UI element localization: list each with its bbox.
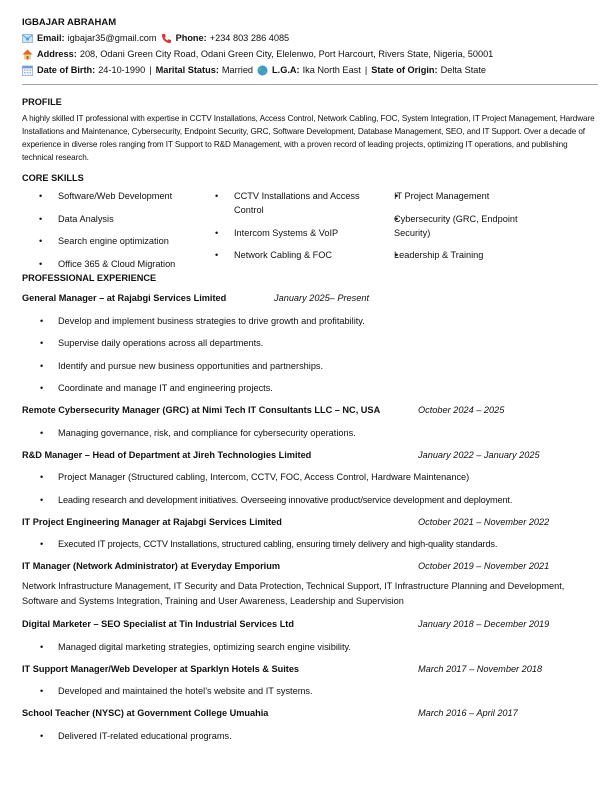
job-dates: October 2024 – 2025	[418, 405, 505, 415]
experience-heading: PROFESSIONAL EXPERIENCE	[22, 273, 157, 283]
contact-line-address	[22, 46, 598, 62]
skill-item: • Network Cabling & FOC	[198, 248, 378, 262]
phone-value[interactable]: +234 803 286 4085	[209, 33, 290, 43]
job-title: Remote Cybersecurity Manager (GRC) at Nimi Tech IT Consultants LLC – NC, USA	[22, 405, 381, 415]
marital-value: Married	[221, 65, 254, 75]
job-bullet: • Delivered IT-related educational programs.	[22, 729, 598, 743]
job-entry	[22, 448, 598, 507]
globe-icon	[257, 65, 268, 76]
job-bullet: • Coordinate and manage IT and engineering projects.	[22, 381, 598, 395]
job-dates: March 2017 – November 2018	[418, 663, 543, 674]
skills-column-1	[22, 189, 198, 279]
job-entry	[22, 291, 598, 395]
job-title: R&D Manager – Head of Department at Jireh Technologies Limited	[22, 449, 312, 460]
lga-value: Ika North East	[302, 65, 361, 75]
job-title: School Teacher (NYSC) at Government College Umuahia	[22, 708, 269, 718]
skills-column-3	[378, 189, 548, 279]
job-entry	[22, 515, 598, 552]
header-divider	[22, 84, 598, 85]
origin-value: Delta State	[440, 65, 487, 75]
job-title: IT Support Manager/Web Developer at Sparklyn Hotels & Suites	[22, 663, 300, 674]
job-bullet: • Managed digital marketing strategies, optimizing search engine visibility.	[22, 640, 598, 654]
skill-item: • Cybersecurity (GRC, Endpoint Security)	[378, 212, 548, 240]
profile-heading: PROFILE	[22, 97, 62, 107]
job-entry	[22, 559, 598, 609]
job-title: Digital Marketer – SEO Specialist at Tin Industrial Services Ltd	[22, 619, 294, 629]
skill-item: • Data Analysis	[22, 212, 198, 226]
address-label: Address:	[37, 49, 77, 59]
dob-value: 24-10-1990	[98, 65, 146, 75]
job-dates: January 2025– Present	[274, 293, 370, 303]
job-bullet: • Leading research and development initiatives. Overseeing innovative product/service development and deployment.	[22, 493, 598, 507]
skill-item: • Office 365 & Cloud Migration	[22, 257, 198, 271]
job-title: General Manager – at Rajabgi Services Limited	[22, 293, 227, 303]
job-dates: October 2019 – November 2021	[418, 561, 550, 571]
job-entry	[22, 617, 598, 654]
candidate-name: IGBAJAR ABRAHAM	[22, 17, 117, 28]
calendar-icon	[22, 65, 33, 76]
job-bullet: • Supervise daily operations across all departments.	[22, 336, 598, 350]
job-entry	[22, 706, 598, 743]
skills-grid	[22, 189, 598, 279]
skills-heading: CORE SKILLS	[22, 173, 84, 183]
resume-page	[22, 16, 598, 743]
skill-item: • Software/Web Development	[22, 189, 198, 203]
skill-item: • CCTV Installations and Access Control	[198, 189, 378, 217]
separator: |	[149, 65, 152, 75]
email-value[interactable]: igbajar35@gmail.com	[67, 33, 157, 43]
marital-label: Marital Status:	[155, 65, 219, 75]
job-dates: January 2022 – January 2025	[418, 449, 540, 460]
skill-item: • Leadership & Training	[378, 248, 548, 262]
job-bullet: • Executed IT projects, CCTV Installations, structured cabling, ensuring timely delivery and high-quality standards.	[22, 537, 598, 551]
dob-label: Date of Birth:	[37, 65, 96, 75]
job-dates: January 2018 – December 2019	[418, 619, 550, 629]
contact-line-email-phone	[22, 30, 598, 46]
address-value: 208, Odani Green City Road, Odani Green City, Elelenwo, Port Harcourt, Rivers State, Nigeria, 50001	[79, 49, 494, 59]
job-description: Network Infrastructure Management, IT Security and Data Protection, Technical Support, IT Infrastructure Planning and Development, Software and Systems Integration, Training and User Awareness, Leadership and Supervision	[22, 581, 565, 606]
profile-summary: A highly skilled IT professional with expertise in CCTV Installations, Access Control, Network Cabling, FOC, System Integration, IT Project Management, Hardware Installations and Maintenance, Cybersecurity, Endpoint Security, GRC, Software Development, Database Management, SEO, and IT Support. Over a decade of experience in diverse roles ranging from IT Support to R&D Management, with a proven record of leading projects, optimizing IT operations, and publishing technical research.	[22, 114, 595, 162]
job-entry	[22, 662, 598, 699]
skill-item: • IT Project Management	[378, 189, 548, 203]
phone-label: Phone:	[175, 33, 207, 43]
job-title: IT Manager (Network Administrator) at Everyday Emporium	[22, 561, 280, 571]
job-dates: March 2016 – April 2017	[418, 708, 518, 718]
job-bullet: • Managing governance, risk, and compliance for cybersecurity operations.	[22, 426, 598, 440]
house-icon	[22, 49, 33, 60]
email-label: Email:	[37, 33, 65, 43]
lga-label: L.G.A:	[272, 65, 300, 75]
phone-icon	[161, 33, 172, 44]
job-dates: October 2021 – November 2022	[418, 516, 550, 527]
envelope-icon	[22, 33, 33, 44]
origin-label: State of Origin:	[371, 65, 438, 75]
job-bullet: • Project Manager (Structured cabling, Intercom, CCTV, FOC, Access Control, Hardware Maintenance)	[22, 470, 598, 484]
contact-line-personal	[22, 62, 598, 78]
skills-column-2	[198, 189, 378, 279]
job-entry	[22, 403, 598, 440]
job-title: IT Project Engineering Manager at Rajabgi Services Limited	[22, 516, 282, 527]
job-bullet: • Developed and maintained the hotel’s website and IT systems.	[22, 684, 598, 698]
separator: |	[364, 65, 368, 75]
job-bullet: • Develop and implement business strategies to drive growth and profitability.	[22, 314, 598, 328]
skill-item: • Intercom Systems & VoIP	[198, 226, 378, 240]
job-bullet: • Identify and pursue new business opportunities and partnerships.	[22, 359, 598, 373]
skill-item: • Search engine optimization	[22, 234, 198, 248]
